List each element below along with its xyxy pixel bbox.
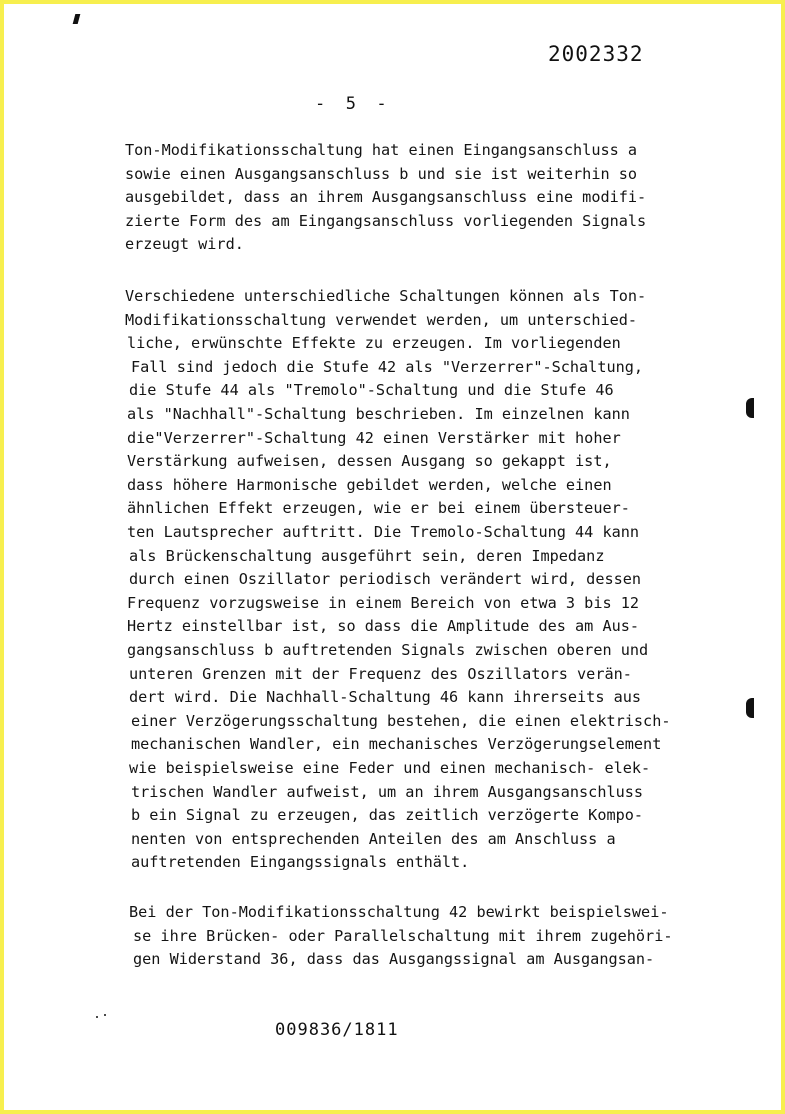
page-number: - 5 - [315,94,387,114]
text-line: gangsanschluss b auftretenden Signals zwischen oberen und [127,641,649,659]
text-line: Ton-Modifikationsschaltung hat einen Eingangsanschluss a [125,141,638,159]
text-line: als "Nachhall"-Schaltung beschrieben. Im einzelnen kann [127,405,630,423]
margin-punch-mark [746,698,754,718]
scan-speck [96,1016,98,1018]
text-line: Fall sind jedoch die Stufe 42 als "Verzerrer"-Schaltung, [131,357,644,376]
text-line: mechanischen Wandler, ein mechanisches Verzögerungselement [131,735,662,754]
document-number: 2002332 [548,42,644,66]
text-line: sowie einen Ausgangsanschluss b und sie ist weiterhin so [125,164,638,183]
text-line: auftretenden Eingangssignals enthält. [131,853,470,872]
footer-reference-number: 009836/1811 [275,1020,399,1040]
text-line: Bei der Ton-Modifikationsschaltung 42 bewirkt beispielswei- [129,903,669,921]
text-line: dert wird. Die Nachhall-Schaltung 46 kann ihrerseits aus [129,688,642,707]
text-line: dass höhere Harmonische gebildet werden, welche einen [127,475,612,494]
text-line: Modifikationsschaltung verwendet werden, um unterschied- [125,310,638,329]
text-line: als Brückenschaltung ausgeführt sein, deren Impedanz [129,546,605,565]
text-line: einer Verzögerungsschaltung bestehen, die einen elektrisch- [131,711,671,730]
scan-speck [104,1014,106,1016]
text-line: unteren Grenzen mit der Frequenz des Oszillators verän- [129,664,632,683]
text-line: b ein Signal zu erzeugen, das zeitlich verzögerte Kompo- [131,806,644,825]
text-line: durch einen Oszillator periodisch verändert wird, dessen [129,570,642,589]
text-line: die Stufe 44 als "Tremolo"-Schaltung und die Stufe 46 [129,381,614,400]
corner-scan-mark [73,14,81,24]
text-line: wie beispielsweise eine Feder und einen mechanisch- elek- [129,759,651,777]
text-line: Hertz einstellbar ist, so dass die Amplitude des am Aus- [127,617,640,636]
text-line: liche, erwünschte Effekte zu erzeugen. Im vorliegenden [127,334,621,353]
text-line: nenten von entsprechenden Anteilen des am Anschluss a [131,829,616,848]
text-line: ten Lautsprecher auftritt. Die Tremolo-Schaltung 44 kann [127,523,640,541]
text-line: Verschiedene unterschiedliche Schaltungen können als Ton- [125,287,647,305]
document-page [4,4,781,1110]
text-line: trischen Wandler aufweist, um an ihrem Ausgangsanschluss [131,782,644,801]
text-line: erzeugt wird. [125,235,244,254]
text-line: ähnlichen Effekt erzeugen, wie er bei einem übersteuer- [127,499,630,518]
text-line: gen Widerstand 36, dass das Ausgangssignal am Ausgangsan- [133,950,655,969]
margin-punch-mark [746,398,754,418]
text-line: zierte Form des am Eingangsanschluss vorliegenden Signals [125,211,647,230]
text-line: se ihre Brücken- oder Parallelschaltung mit ihrem zugehöri- [133,926,673,945]
text-line: ausgebildet, dass an ihrem Ausgangsanschluss eine modifi- [125,188,647,207]
text-line: Frequenz vorzugsweise in einem Bereich von etwa 3 bis 12 [127,593,640,612]
text-line: die"Verzerrer"-Schaltung 42 einen Verstärker mit hoher [127,428,621,447]
text-line: Verstärkung aufweisen, dessen Ausgang so gekappt ist, [127,452,612,471]
